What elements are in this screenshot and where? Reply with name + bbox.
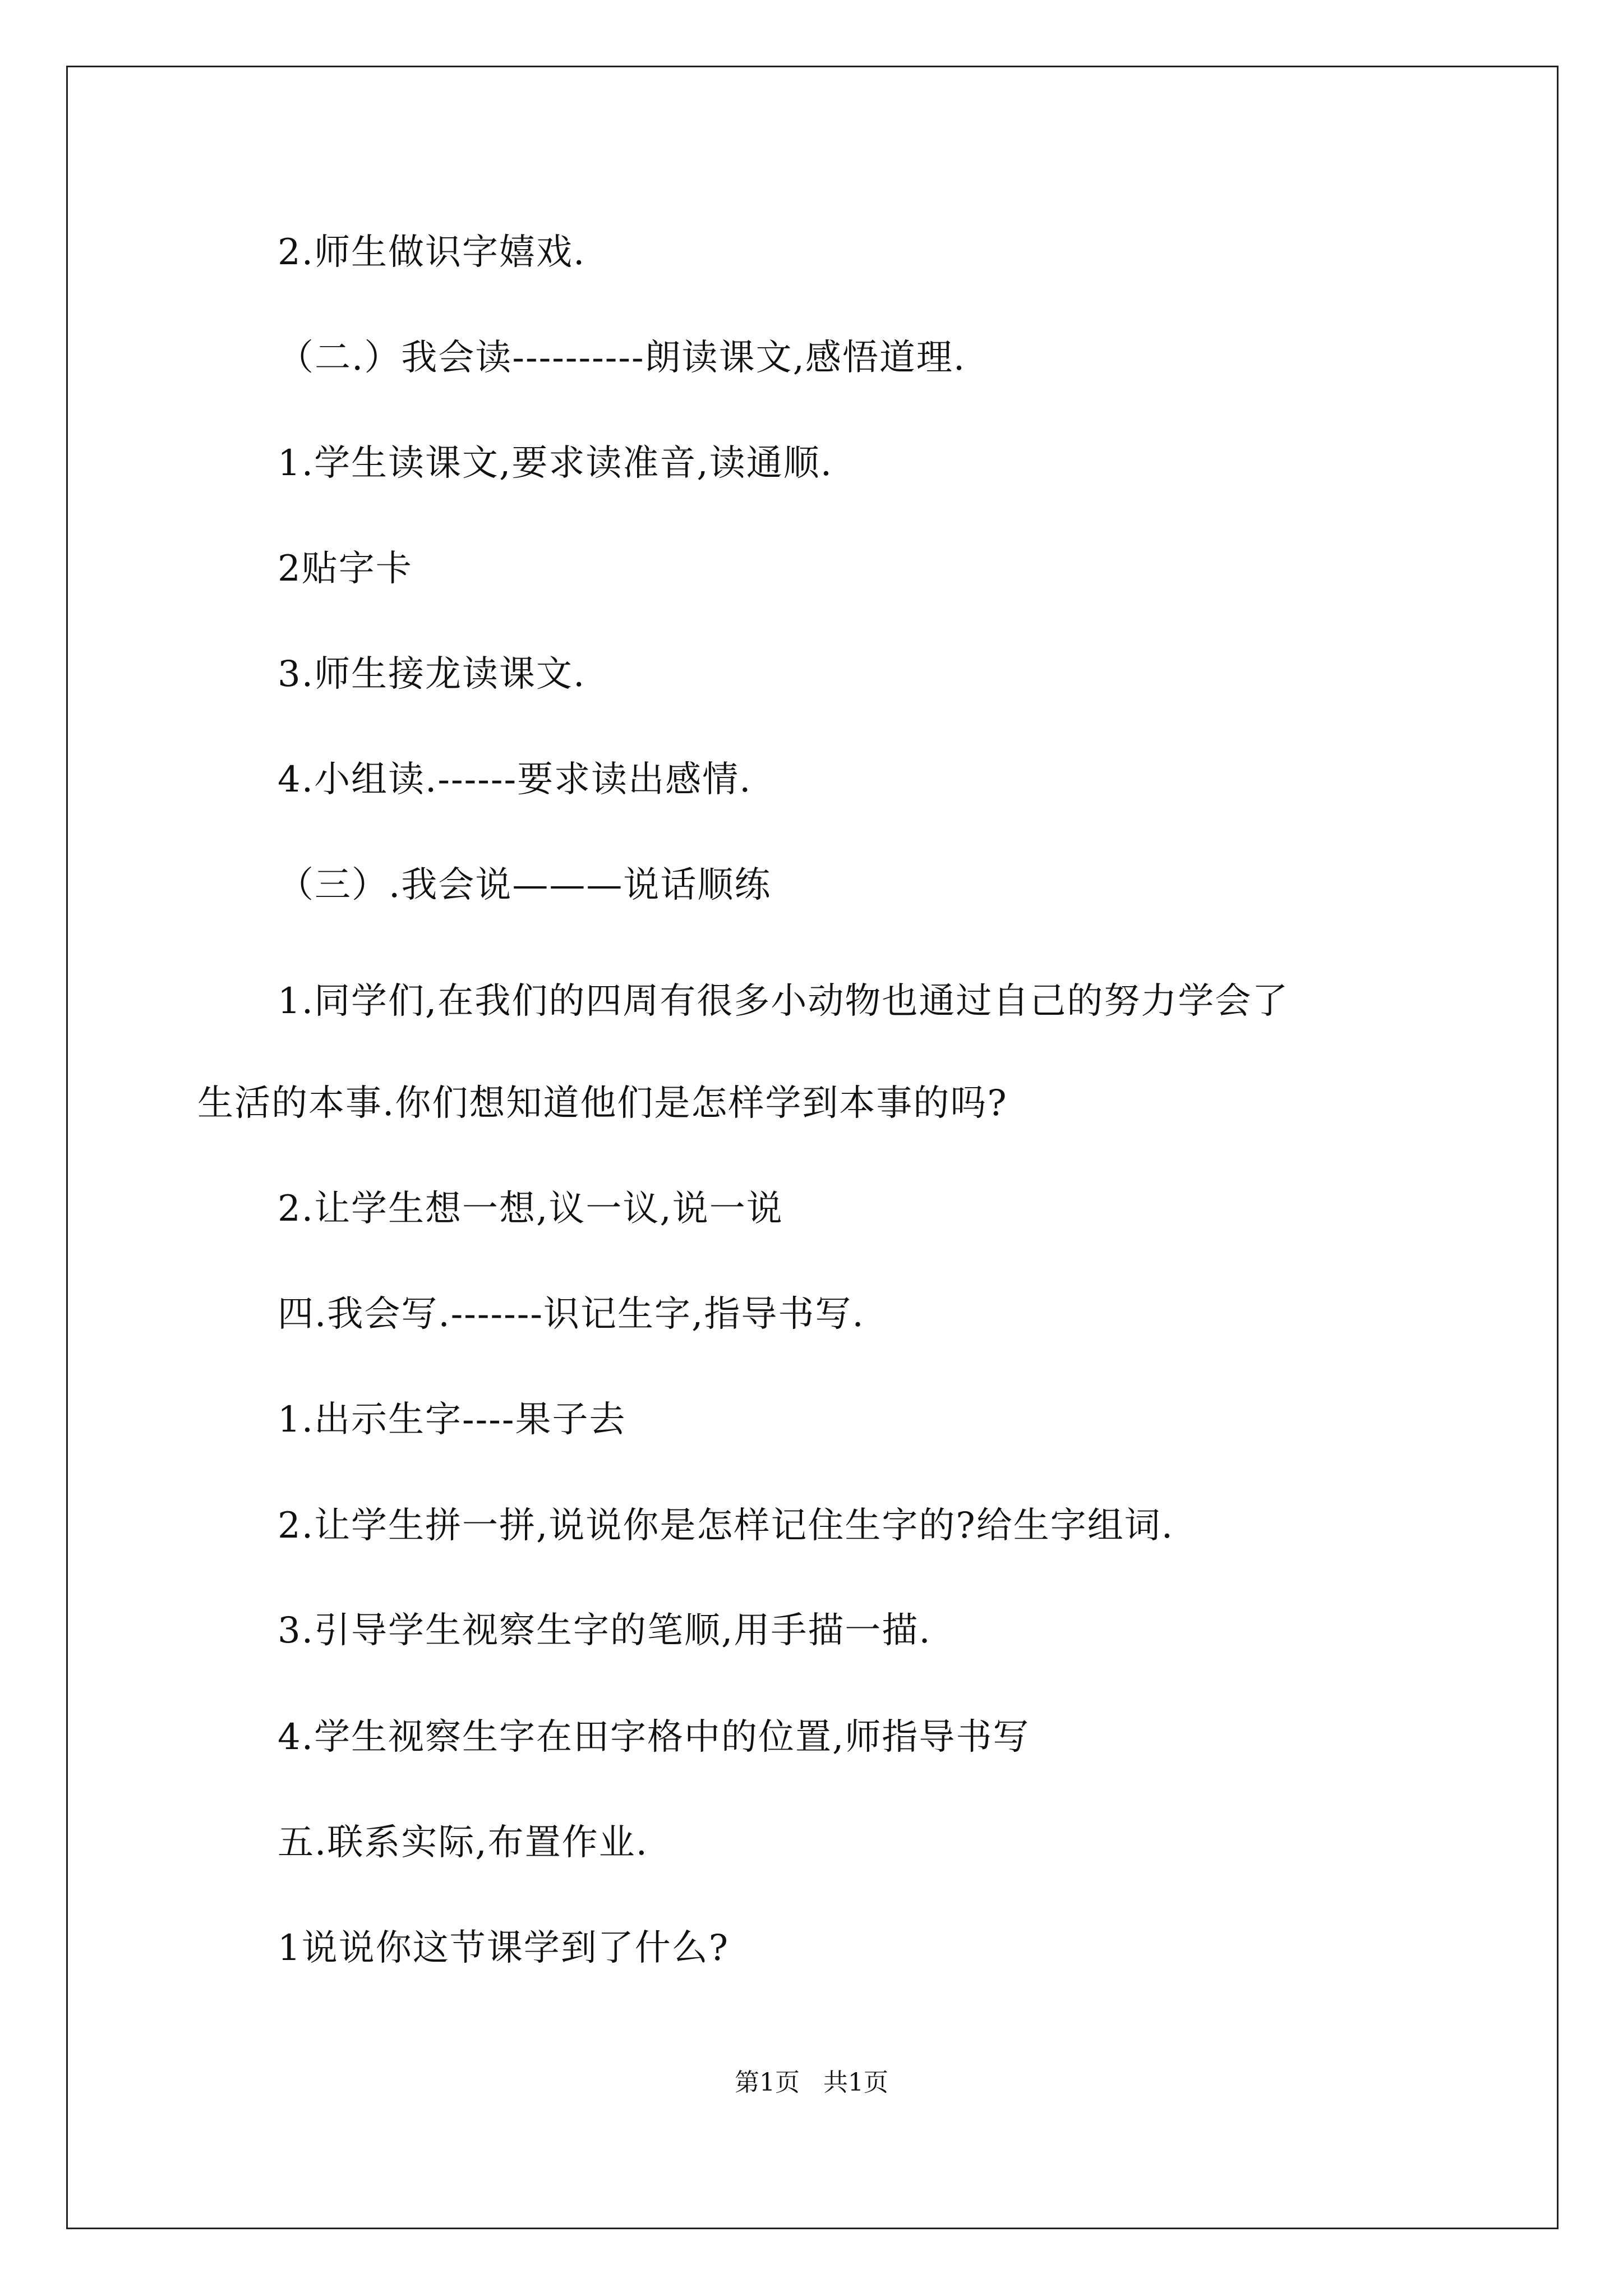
text-line-1: 2.师生做识字嬉戏. <box>278 232 586 273</box>
page-border <box>66 66 1559 2229</box>
text-line-16: 五.联系实际,布置作业. <box>278 1822 649 1864</box>
text-line-11: 四.我会写.-------识记生字,指导书写. <box>278 1294 865 1335</box>
text-line-6: 4.小组读.------要求读出感情. <box>278 759 752 800</box>
text-line-5: 3.师生接龙读课文. <box>278 654 586 695</box>
text-line-15: 4.学生视察生字在田字格中的位置,师指导书写 <box>278 1717 1030 1758</box>
text-line-9: 生活的本事.你们想知道他们是怎样学到本事的吗? <box>197 1083 1008 1124</box>
text-line-8: 1.同学们,在我们的四周有很多小动物也通过自己的努力学会了 <box>278 981 1289 1022</box>
text-line-17: 1说说你这节课学到了什么? <box>278 1927 730 1969</box>
page-footer: 第1页 共1页 <box>735 2068 888 2097</box>
text-line-13: 2.让学生拼一拼,说说你是怎样记住生字的?给生字组词. <box>278 1505 1174 1547</box>
text-line-10: 2.让学生想一想,议一议,说一说 <box>278 1188 783 1230</box>
text-line-2: （二.）我会读----------朗读课文,感悟道理. <box>278 337 966 379</box>
text-line-4: 2贴字卡 <box>278 548 413 590</box>
text-line-12: 1.出示生字----果子去 <box>278 1399 626 1441</box>
text-line-3: 1.学生读课文,要求读准音,读通顺. <box>278 443 833 484</box>
text-line-7: （三）.我会说———说话顺练 <box>278 864 772 906</box>
text-line-14: 3.引导学生视察生字的笔顺,用手描一描. <box>278 1610 932 1651</box>
